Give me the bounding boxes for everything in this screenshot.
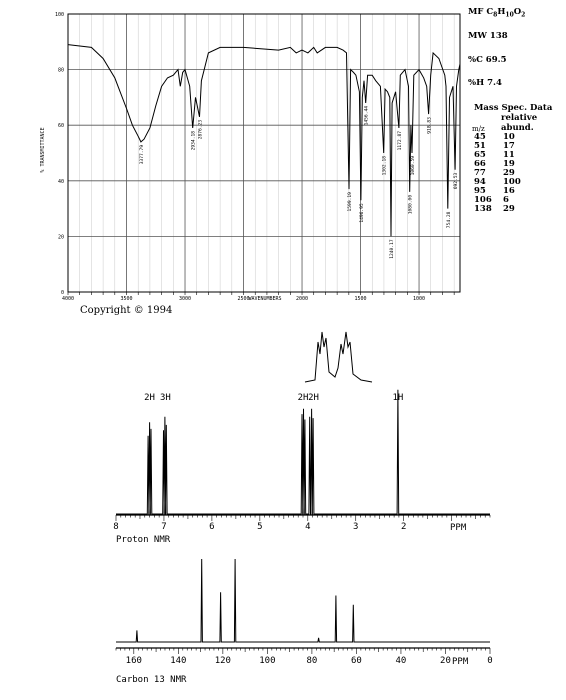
ir-peak-label: 918.83 [427, 117, 433, 134]
carbon-nmr-title: Carbon 13 NMR [116, 675, 187, 685]
proton-integral-label: 3H [159, 393, 171, 403]
carbon-x-tick-label: 100 [259, 656, 276, 666]
ir-peak-label: 2934.18 [191, 131, 197, 151]
percent-hydrogen: %H 7.4 [468, 78, 502, 88]
ir-peak-label: 1080.00 [408, 194, 414, 215]
molecular-weight: MW 138 [468, 31, 508, 41]
mf-oxygen-count: 2 [521, 11, 526, 19]
ir-x-tick-label: 2000 [296, 296, 309, 302]
carbon-x-tick-label: 140 [170, 656, 187, 666]
ir-peak-label: 1456.44 [364, 106, 370, 126]
ir-y-tick-label: 80 [57, 67, 64, 74]
ir-peak-label: 3377.79 [139, 144, 145, 165]
mass-spec-mz-header: m/z [472, 125, 485, 133]
proton-x-tick-label: 2 [400, 522, 407, 532]
proton-nmr-expansion-inset [305, 332, 372, 382]
mass-spec-abundance: 16 [503, 186, 515, 196]
proton-nmr-title: Proton NMR [116, 535, 171, 545]
ir-peak-label: 1172.87 [397, 131, 403, 151]
ir-peak-label: 754.28 [446, 211, 452, 229]
proton-x-tick-label: 8 [113, 522, 119, 532]
ir-peak-label: 692.53 [454, 172, 459, 190]
proton-ppm-label: PPM [450, 523, 467, 533]
carbon-x-tick-label: 160 [125, 656, 142, 666]
mass-spec-title: Mass Spec. Data [474, 103, 553, 113]
carbon-nmr-line [116, 559, 490, 642]
ir-x-tick-label: 3500 [120, 296, 133, 302]
ir-y-tick-label: 0 [60, 290, 64, 296]
mass-spec-abundance: 11 [503, 150, 515, 160]
mf-carbon-count: 8 [493, 11, 498, 19]
carbon-x-tick-label: 120 [214, 656, 231, 666]
carbon-x-tick-label: 40 [395, 656, 407, 666]
proton-integral-label: 1H [392, 393, 404, 403]
mass-spec-mz: 66 [474, 159, 486, 169]
mass-spec-abundance: 100 [503, 177, 521, 187]
mass-spec-mz: 65 [474, 150, 486, 160]
mass-spec-mz: 77 [474, 168, 486, 178]
carbon-nmr-axis [116, 648, 490, 654]
mass-spec-abundance: 10 [503, 132, 515, 142]
proton-integral-label: 2H [297, 393, 309, 403]
proton-x-tick-label: 7 [161, 522, 167, 532]
proton-integral-label: 2H [144, 393, 155, 403]
proton-nmr-line [116, 390, 490, 514]
ir-x-tick-label: 1500 [354, 296, 367, 302]
ir-peak-label: 1240.17 [389, 239, 395, 259]
proton-x-tick-label: 4 [305, 522, 311, 532]
proton-nmr-axis [116, 515, 490, 521]
copyright-notice: Copyright © 1994 [80, 305, 173, 316]
carbon-nmr-chart [0, 540, 566, 700]
proton-integral-label: 2H [308, 393, 319, 403]
ir-y-tick-label: 60 [57, 123, 64, 130]
proton-x-tick-label: 3 [353, 522, 359, 532]
mass-spec-abundance: 17 [503, 141, 515, 151]
percent-carbon: %C 69.5 [468, 55, 507, 65]
ir-x-tick-label: 4000 [61, 296, 75, 302]
ir-y-axis-label: % TRANSMITTANCE [40, 127, 46, 173]
mass-spec-mz: 94 [474, 177, 486, 187]
ir-y-tick-label: 20 [57, 234, 64, 241]
mass-spec-mz: 51 [474, 141, 486, 151]
proton-x-tick-labels [113, 522, 406, 532]
mf-carbon: MF C [468, 7, 494, 17]
carbon-x-tick-label: 80 [306, 656, 318, 666]
mf-oxygen: O [513, 7, 522, 17]
ir-x-tick-label: 2500 [237, 296, 250, 302]
ir-y-tick-label: 100 [54, 12, 64, 18]
mass-spec-mz: 95 [474, 186, 486, 196]
proton-integral-labels [144, 393, 403, 403]
mass-spec-abundance: 6 [503, 195, 509, 205]
proton-x-tick-label: 5 [257, 522, 263, 532]
mass-spec-abundance: 29 [503, 204, 515, 214]
ir-x-axis-label: WAVENUMBERS [248, 296, 282, 302]
ir-y-tick-label: 40 [57, 178, 64, 185]
mass-spec-mz: 45 [474, 132, 486, 142]
mass-spec-abundance: 19 [503, 159, 515, 169]
mf-hydrogen: H [497, 7, 506, 17]
ir-peak-label: 1496.95 [359, 203, 365, 223]
ir-peak-label: 1599.19 [347, 192, 353, 212]
mass-spec-relative-label: relative [501, 113, 538, 123]
ir-grid [68, 14, 460, 292]
mass-spec-mz: 106 [474, 195, 492, 205]
ir-x-tick-label: 1000 [413, 296, 426, 302]
carbon-x-tick-label: 60 [351, 656, 362, 666]
mass-spec-abund-header: abund. [501, 123, 534, 133]
mass-spec-mz: 138 [474, 204, 492, 214]
ir-x-tick-label: 3000 [178, 296, 192, 302]
ir-peak-label: 1060.59 [411, 156, 416, 176]
carbon-x-tick-label: 0 [487, 656, 493, 666]
proton-nmr-chart [0, 300, 566, 560]
ir-peak-label: 2876.23 [198, 119, 204, 140]
mf-hydrogen-count: 10 [505, 11, 514, 19]
molecular-formula [468, 8, 525, 19]
carbon-x-tick-labels [126, 656, 493, 666]
mass-spec-row [468, 205, 558, 214]
mass-spec-abundance: 29 [503, 168, 515, 178]
proton-x-tick-label: 6 [209, 522, 215, 532]
carbon-x-tick-label: 20 [440, 656, 451, 666]
carbon-ppm-label: PPM [452, 657, 469, 667]
ir-peak-label: 1302.18 [382, 156, 388, 176]
ir-y-tick-labels [55, 12, 64, 296]
